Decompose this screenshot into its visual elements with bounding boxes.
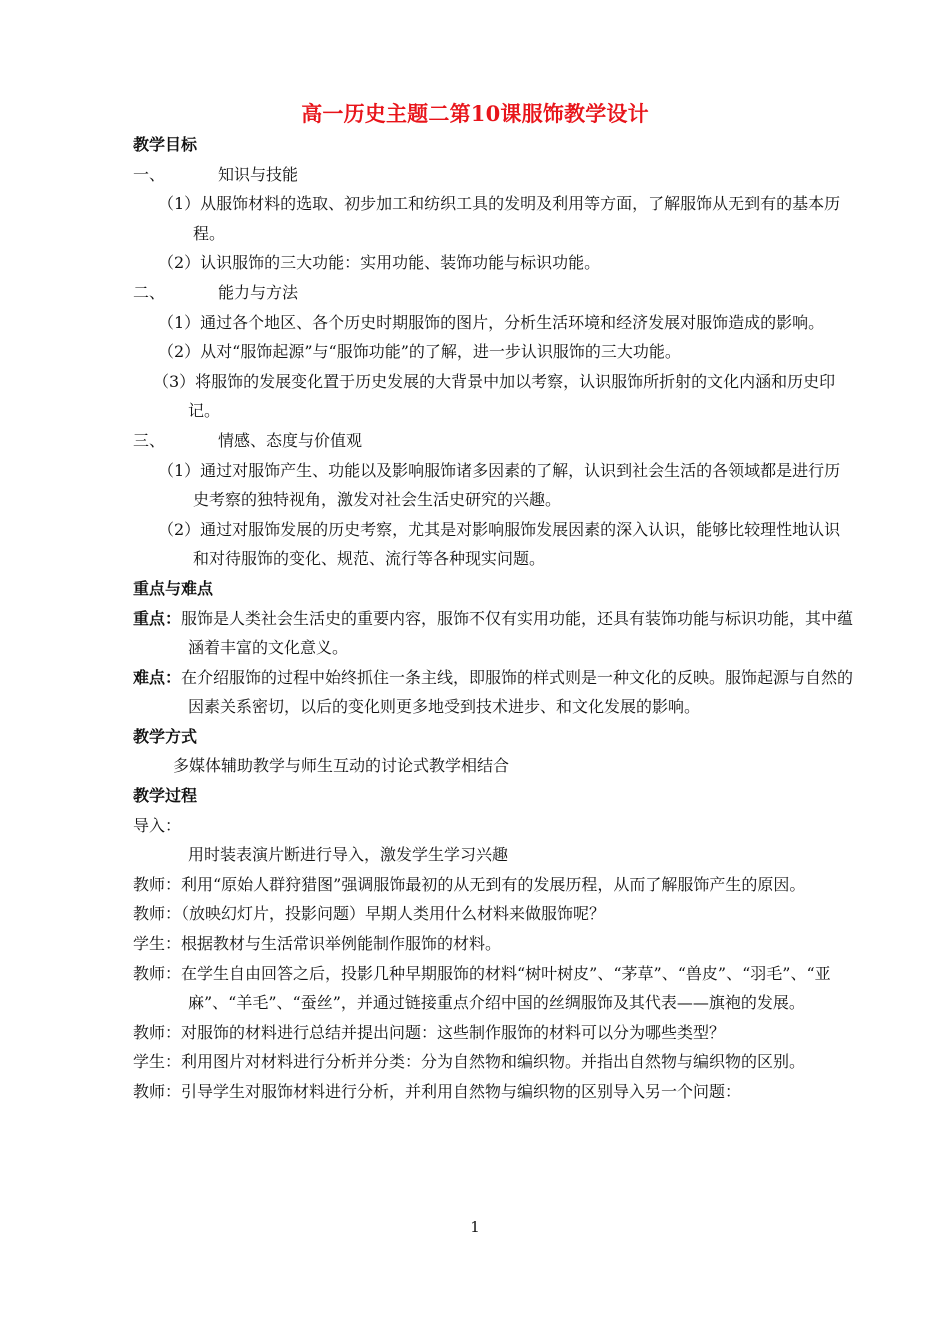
section-3-item-1: （1）通过对服饰产生、功能以及影响服饰诸多因素的了解，认识到社会生活的各领域都是进行历史考察的独特视角，激发对社会生活史研究的兴趣。 (158, 460, 841, 510)
document-title: 高一历史主题二第10课服饰教学设计 (301, 101, 649, 126)
section-2-item-2: （2）从对“服饰起源”与“服饰功能”的了解，进一步认识服饰的三大功能。 (158, 342, 681, 362)
heading-teaching-process: 教学过程 (133, 786, 198, 806)
section-1-heading (133, 160, 855, 190)
section-2-item-3: （3）将服饰的发展变化置于历史发展的大背景中加以考察，认识服饰所折射的文化内涵和历史印记。 (153, 371, 836, 421)
dialogue-line: 教师：利用“原始人群狩猎图”强调服饰最初的从无到有的发展历程，从而了解服饰产生的原因。 (133, 874, 806, 894)
section-3-label: 情感、态度与价值观 (218, 430, 363, 450)
difficulty-paragraph (133, 663, 855, 722)
section-3-item-2: （2）通过对服饰发展的历史考察，尤其是对影响服饰发展因素的深入认识，能够比较理性地认识和对待服饰的变化、规范、流行等各种现实问题。 (158, 519, 841, 569)
intro-text: 用时装表演片断进行导入，激发学生学习兴趣 (188, 845, 509, 865)
intro-label: 导入： (133, 815, 182, 835)
dialogue-line: 教师：对服饰的材料进行总结并提出问题：这些制作服饰的材料可以分为哪些类型？ (133, 1022, 726, 1042)
dialogue-line: 教师：引导学生对服饰材料进行分析，并利用自然物与编织物的区别导入另一个问题： (133, 1082, 742, 1101)
section-2-item-1: （1）通过各个地区、各个历史时期服饰的图片，分析生活环境和经济发展对服饰造成的影响。 (158, 312, 825, 332)
dialogue-line: 教师：（放映幻灯片，投影问题）早期人类用什么材料来做服饰呢？ (133, 904, 606, 924)
key-point-text: 服饰是人类社会生活史的重要内容，服饰不仅有实用功能，还具有装饰功能与标识功能，其中蕴涵着丰富的文化意义。 (181, 608, 854, 658)
key-point-label: 重点： (133, 608, 182, 628)
section-3-number: 三、 (133, 430, 166, 450)
heading-teaching-goals: 教学目标 (133, 135, 198, 154)
difficulty-text: 在介绍服饰的过程中始终抓住一条主线，即服饰的样式则是一种文化的反映。服饰起源与自然的因素关系密切，以后的变化则更多地受到技术进步、和文化发展的影响。 (181, 667, 854, 717)
section-1-label: 知识与技能 (218, 164, 299, 184)
page-number: 1 (470, 1218, 480, 1236)
section-1-item-2: （2）认识服饰的三大功能：实用功能、装饰功能与标识功能。 (158, 253, 601, 273)
difficulty-label: 难点： (133, 667, 182, 687)
document-body (133, 130, 855, 1107)
dialogue-line: 学生：根据教材与生活常识举例能制作服饰的材料。 (133, 934, 502, 954)
section-1-number: 一、 (133, 164, 166, 184)
section-1-item-1: （1）从服饰材料的选取、初步加工和纺织工具的发明及利用等方面，了解服饰从无到有的基本历程。 (158, 194, 841, 243)
dialogue-line: 学生：利用图片对材料进行分析并分类：分为自然物和编织物。并指出自然物与编织物的区别。 (133, 1052, 806, 1072)
key-point-paragraph (133, 604, 855, 663)
teaching-method-text: 多媒体辅助教学与师生互动的讨论式教学相结合 (173, 756, 510, 776)
section-2-number: 二、 (133, 282, 166, 302)
section-3-heading (133, 426, 855, 456)
heading-key-points: 重点与难点 (133, 578, 214, 598)
heading-teaching-method: 教学方式 (133, 726, 198, 746)
section-2-label: 能力与方法 (218, 282, 299, 302)
dialogue-line: 教师：在学生自由回答之后，投影几种早期服饰的材料“树叶树皮”、“茅草”、“兽皮”、“羽毛”、“亚麻”、“羊毛”、“蚕丝”，并通过链接重点介绍中国的丝绸服饰及其代表——旗袍的发展。 (133, 963, 831, 1013)
section-2-heading (133, 278, 855, 308)
